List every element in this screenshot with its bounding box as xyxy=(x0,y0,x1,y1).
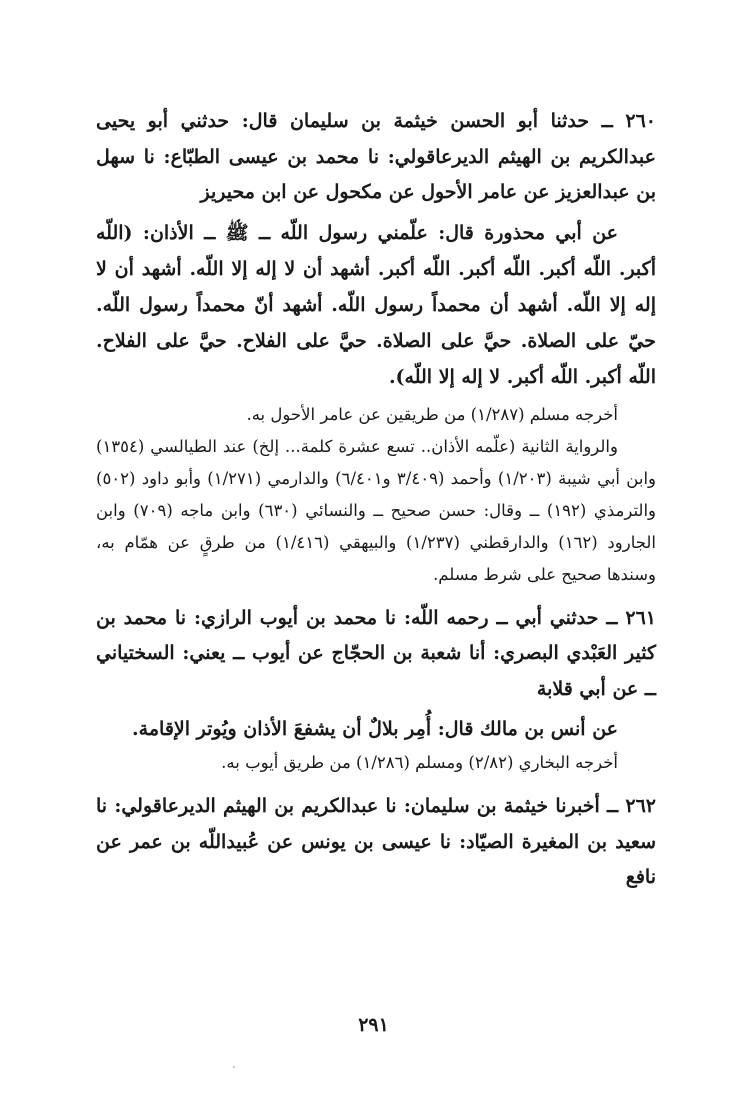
hadith-260-isnad: ٢٦٠ ــ حدثنا أبو الحسن خيثمة بن سليمان قال: حدثني أبو يحيى عبدالكريم بن الهيثم الديرعاقولي: نا محمد بن عيسى الطبّاع: نا سهل بن عبدالعزيز عن عامر الأحول عن مكحول عن ابن محيريز xyxy=(96,110,656,203)
hadith-260-takhrij: أخرجه مسلم (١/٢٨٧) من طريقين عن عامر الأحول به. xyxy=(246,404,618,424)
page-body xyxy=(96,104,656,896)
hadith-261-isnad: ٢٦١ ــ حدثني أبي ــ رحمه اللّه: نا محمد بن أيوب الرازي: نا محمد بن كثير العَبْدي البصري: أنا شعبة بن الحجّاج عن أيوب ــ يعني: السختياني ــ عن أبي قلابة xyxy=(96,606,656,700)
hadith-260-matn: عن أبي محذورة قال: علّمني رسول اللّه ــ ﷺ ــ الأذان: (اللّه أكبر. اللّه أكبر. اللّه أكبر. اللّه أكبر. أشهد أن لا إله إلا اللّه. أشهد أن لا إله إلا اللّه. أشهد أن محمداً رسول اللّه. أشهد أنّ محمداً رسول اللّه. حيّ على الصلاة. حيَّ على الصلاة. حيَّ على الفلاح. حيَّ على الفلاح. اللّه أكبر. اللّه أكبر. لا إله إلا اللّه). xyxy=(96,221,656,388)
hadith-261-matn: عن أنس بن مالك قال: أُمِر بلالٌ أن يشفعَ الأذان ويُوتر الإقامة. xyxy=(132,718,618,740)
hadith-261-takhrij: أخرجه البخاري (٢/٨٢) ومسلم (١/٢٨٦) من طريق أيوب به. xyxy=(221,753,618,772)
hadith-260-second-narration: والرواية الثانية (علّمه الأذان.. تسع عشرة كلمة... إلخ) عند الطيالسي (١٣٥٤) وابن أبي شيبة (١/٢٠٣) وأحمد (٣/٤٠٩ و٦/٤٠١) والدارمي (١/٢٧١) وأبو داود (٥٠٢) والترمذي (١٩٢) ــ وقال: حسن صحيح ــ والنسائي (٦٣٠) وابن ماجه (٧٠٩) وابن الجارود (١٦٢) والدارقطني (١/٢٣٧) والبيهقي (١/٤١٦) من طرقٍ عن همّام به، وسندها صحيح على شرط مسلم. xyxy=(96,436,657,584)
scan-speck xyxy=(233,1066,235,1068)
page-number: ٢٩١ xyxy=(358,1014,389,1036)
hadith-262-isnad: ٢٦٢ ــ أخبرنا خيثمة بن سليمان: نا عبدالكريم بن الهيثم الديرعاقولي: نا سعيد بن المغيرة الصيّاد: نا عيسى بن يونس عن عُبيداللّه بن عمر عن نافع xyxy=(96,795,656,888)
